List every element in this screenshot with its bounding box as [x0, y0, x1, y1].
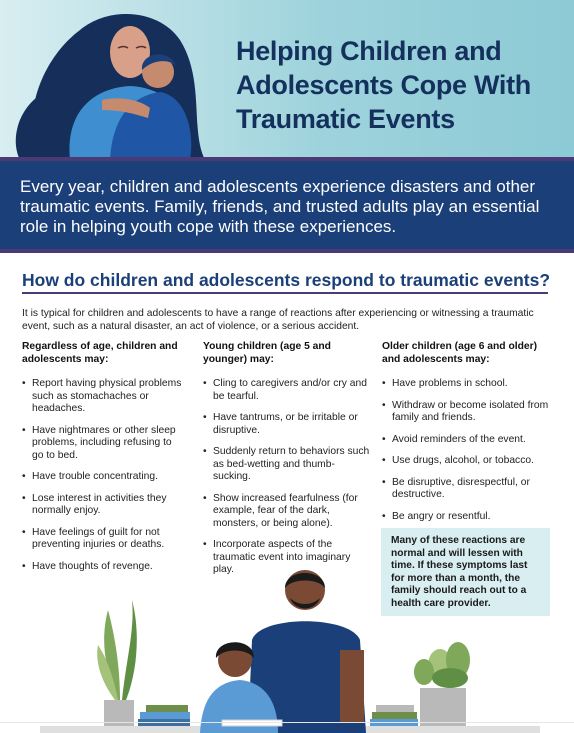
title-line: Helping Children and: [236, 36, 502, 66]
reaction-list: [203, 378, 370, 577]
reaction-list: [382, 378, 550, 523]
lead-paragraph: It is typical for children and adolescents to have a range of reactions after experiencing or witnessing a traumatic event, such as a natural disaster, an act of violence, or a serious accident.: [22, 308, 534, 332]
column-heading: Regardless of age, children and adolescents may:: [22, 341, 178, 365]
title-line: Adolescents Cope With: [236, 70, 531, 100]
list-item: • Avoid reminders of the event.: [382, 434, 550, 447]
family-desk-illustration: [0, 560, 574, 733]
list-item: • Lose interest in activities they normally enjoy.: [22, 493, 182, 518]
list-item: • Suddenly return to behaviors such as bed-wetting and thumb-sucking.: [203, 446, 370, 484]
column-heading: Young children (age 5 and younger) may:: [203, 341, 331, 365]
column-young-children: [203, 341, 370, 586]
column-older-children: [382, 341, 550, 532]
column-all-ages: [22, 341, 182, 582]
list-item: • Incorporate aspects of the traumatic event into imaginary play.: [203, 539, 370, 577]
list-item: • Have problems in school.: [382, 378, 550, 391]
list-item: • Cling to caregivers and/or cry and be tearful.: [203, 378, 370, 403]
list-item: • Have thoughts of revenge.: [22, 561, 182, 574]
divider: [0, 722, 574, 723]
list-item: • Have feelings of guilt for not preventing injuries or deaths.: [22, 527, 182, 552]
list-item: • Have trouble concentrating.: [22, 471, 182, 484]
list-item: • Have tantrums, or be irritable or disruptive.: [203, 412, 370, 437]
section-heading: How do children and adolescents respond to traumatic events?: [22, 270, 551, 290]
parent-child-illustration: [0, 0, 230, 160]
title-line: Traumatic Events: [236, 104, 455, 134]
plant-right-icon: [414, 642, 470, 726]
callout-box: Many of these reactions are normal and will lessen with time. If these symptoms last for more than a month, the family should reach out to a health care provider.: [381, 528, 550, 616]
intro-band: [0, 157, 574, 253]
list-item: • Withdraw or become isolated from family and friends.: [382, 400, 550, 425]
list-item: • Be angry or resentful.: [382, 511, 550, 524]
list-item: • Report having physical problems such as stomachaches or headaches.: [22, 378, 182, 416]
list-item: • Use drugs, alcohol, or tobacco.: [382, 455, 550, 468]
list-item: • Be disruptive, disrespectful, or destructive.: [382, 477, 550, 502]
divider: [22, 292, 548, 294]
plant-left-icon: [97, 600, 137, 726]
page-title: [236, 34, 556, 136]
list-item: • Show increased fearfulness (for example, fear of the dark, monsters, or being alone).: [203, 493, 370, 531]
list-item: • Have nightmares or other sleep problems, including refusing to go to bed.: [22, 425, 182, 463]
column-heading: Older children (age 6 and older) and adolescents may:: [382, 341, 538, 365]
reaction-list: [22, 378, 182, 573]
intro-text: Every year, children and adolescents experience disasters and other traumatic events. Family, friends, and trusted adults play an essential role in helping youth cope with these experiences.: [20, 177, 540, 236]
hero-banner: [0, 0, 574, 160]
